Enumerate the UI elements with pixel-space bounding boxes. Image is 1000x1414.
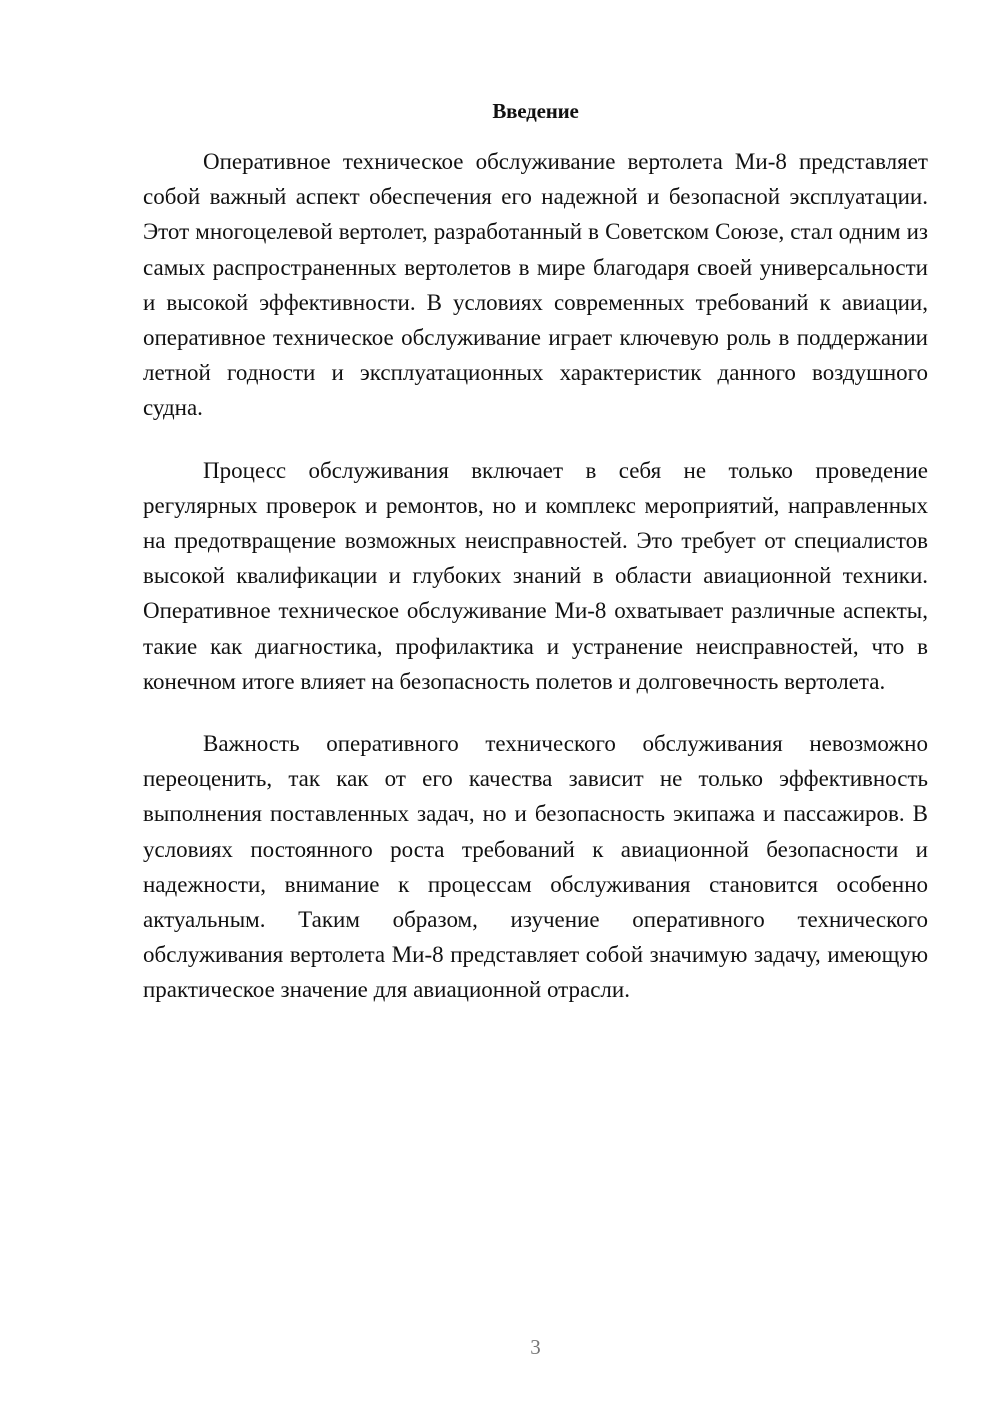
paragraph-1: Оперативное техническое обслуживание вертолета Ми-8 представляет собой важный аспект обеспечения его надежной и безопасной эксплуатации. Этот многоцелевой вертолет, разработанный в Советском Союзе, стал одним из самых распространенных вертолетов в мире благодаря своей универсальности и высокой эффективности. В условиях современных требований к авиации, оперативное техническое обслуживание играет ключевую роль в поддержании летной годности и эксплуатационных характеристик данного воздушного судна.: [143, 149, 928, 421]
paragraph-3: Важность оперативного технического обслуживания невозможно переоценить, так как от его качества зависит не только эффективность выполнения поставленных задач, но и безопасность экипажа и пассажиров. В условиях постоянного роста требований к авиационной безопасности и надежности, внимание к процессам обслуживания становится особенно актуальным. Таким образом, изучение оперативного технического обслуживания вертолета Ми-8 представляет собой значимую задачу, имеющую практическое значение для авиационной отрасли.: [143, 731, 928, 1003]
body-text: [143, 144, 928, 1035]
section-heading: Введение: [492, 99, 579, 123]
paragraph-2: Процесс обслуживания включает в себя не только проведение регулярных проверок и ремонтов, но и комплекс мероприятий, направленных на предотвращение возможных неисправностей. Это требует от специалистов высокой квалификации и глубоких знаний в области авиационной техники. Оперативное техническое обслуживание Ми-8 охватывает различные аспекты, такие как диагностика, профилактика и устранение неисправностей, что в конечном итоге влияет на безопасность полетов и долговечность вертолета.: [143, 457, 928, 694]
page-number: 3: [530, 1335, 541, 1359]
